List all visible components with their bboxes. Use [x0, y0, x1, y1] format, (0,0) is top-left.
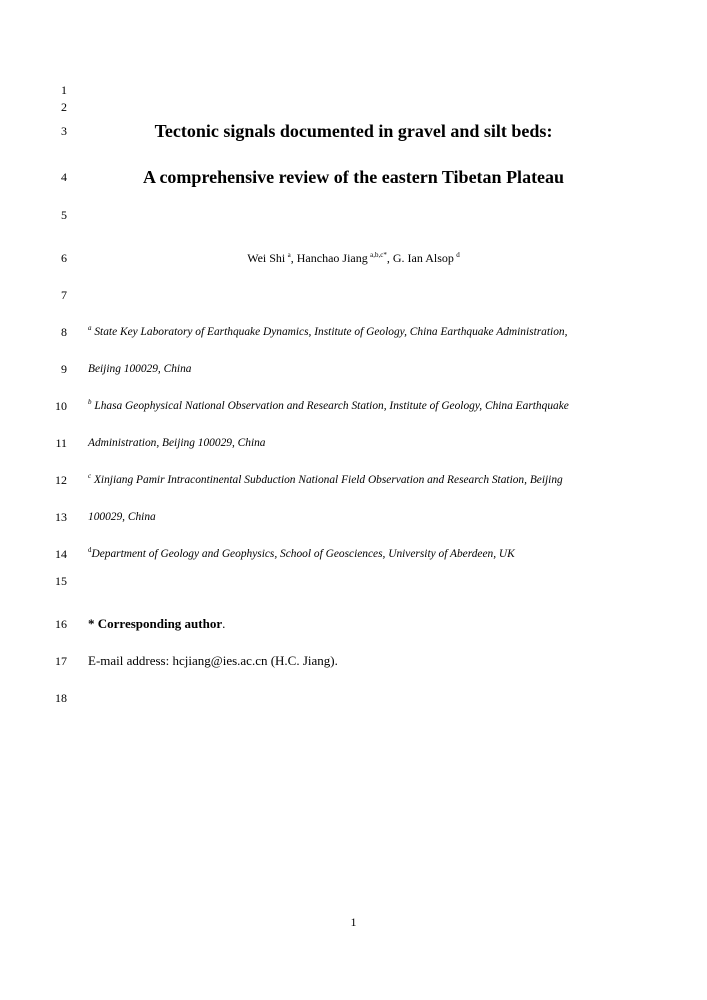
line-number: 18	[55, 691, 67, 705]
line-number: 16	[55, 617, 67, 631]
affiliation-d: $^d$Department of Geology and Geophysics, School of Geosciences, University of Aberdeen, UK	[88, 546, 515, 560]
affiliation-c-cont: 100029, China	[88, 511, 156, 523]
affiliation-marker: d	[88, 546, 92, 554]
affiliation-b-cont: Administration, Beijing 100029, China	[88, 437, 266, 449]
line-number: 1	[61, 83, 67, 97]
email-address: E-mail address: hcjiang@ies.ac.cn (H.C. Jiang).	[88, 653, 338, 668]
affiliation-c: $^c$ Xinjiang Pamir Intracontinental Subduction National Field Observation and Research Station, Beijing	[88, 472, 563, 486]
line-number: 17	[55, 654, 67, 668]
line-number: 9	[61, 362, 67, 376]
affiliation-a-cont: Beijing 100029, China	[88, 363, 192, 375]
author-list: Wei Shi $^a$, Hanchao Jiang $^{a,b,c*}$, G. Ian Alsop $^d$	[247, 251, 460, 265]
line-number: 6	[61, 251, 67, 265]
corresponding-author-label: Corresponding author	[97, 616, 223, 631]
author-affiliation-marker: a,b,c*	[370, 251, 387, 259]
author-affiliation-marker: a	[287, 251, 291, 259]
affiliation-a: $^a$ State Key Laboratory of Earthquake Dynamics, Institute of Geology, China Earthquake Administration,	[88, 324, 568, 338]
affiliation-marker: b	[88, 398, 92, 406]
line-number: 5	[61, 208, 67, 222]
line-number: 3	[61, 124, 67, 138]
line-number: 15	[55, 574, 67, 588]
author-name: G. Ian Alsop	[392, 251, 454, 265]
author-affiliation-marker: d	[456, 251, 460, 259]
line-number: 7	[61, 288, 67, 302]
line-number: 2	[61, 100, 67, 114]
paper-title-line-1: Tectonic signals documented in gravel and silt beds:	[154, 121, 553, 141]
line-number: 12	[55, 473, 67, 487]
author-name: Wei Shi	[247, 251, 286, 265]
line-number: 11	[55, 436, 67, 450]
affiliation-b: $^b$ Lhasa Geophysical National Observation and Research Station, Institute of Geology, China Earthquake	[88, 398, 569, 412]
affiliation-marker: c	[88, 472, 92, 480]
paper-title-line-2: A comprehensive review of the eastern Tibetan Plateau	[142, 167, 565, 187]
affiliation-marker: a	[88, 324, 92, 332]
line-number: 4	[61, 170, 67, 184]
line-number: 8	[61, 325, 67, 339]
line-number: 14	[55, 547, 67, 561]
author-name: Hanchao Jiang	[296, 251, 368, 265]
page-number: 1	[350, 915, 357, 929]
corresponding-author: * Corresponding author.	[88, 616, 226, 631]
line-number: 10	[55, 399, 67, 413]
line-number: 13	[55, 510, 67, 524]
